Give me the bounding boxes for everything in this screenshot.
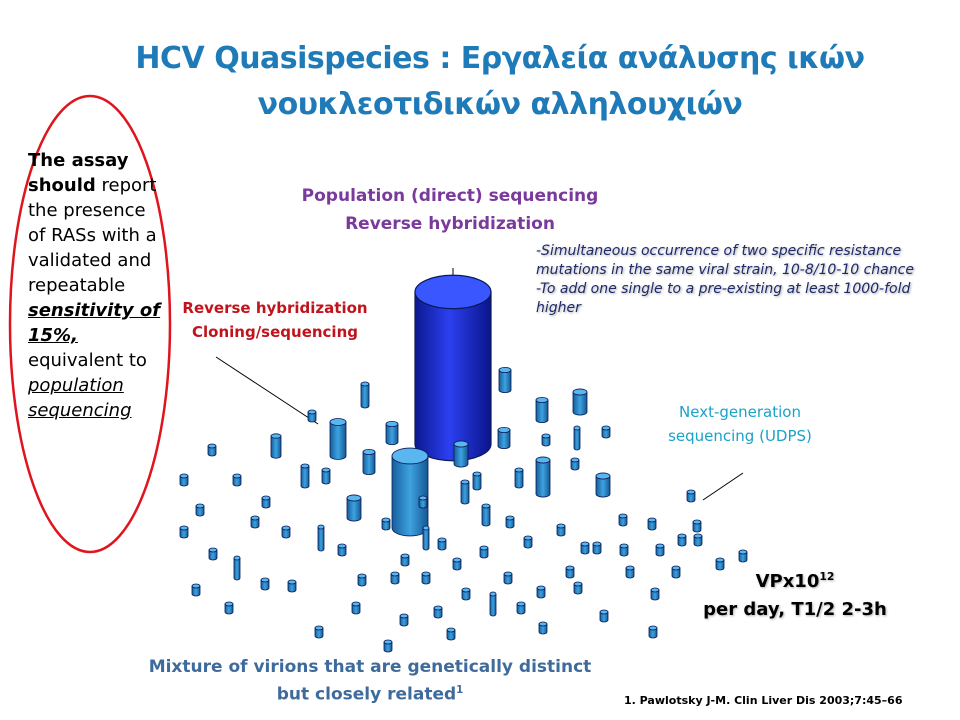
- virion-cylinder: [180, 474, 188, 486]
- virion-cylinder: [490, 592, 496, 616]
- reverse-label-line-1: Reverse hybridization: [182, 299, 368, 317]
- virion-cylinder: [515, 468, 523, 488]
- virion-cylinder: [504, 572, 512, 584]
- virion-cylinder: [251, 516, 259, 528]
- mixture-line-2: but closely related: [276, 684, 457, 705]
- reverse-hybridization-label: [165, 296, 385, 344]
- ngs-leader-line: [703, 473, 743, 500]
- virion-cylinder: [602, 426, 610, 438]
- virion-cylinder: [454, 441, 468, 467]
- virion-cylinder: [498, 427, 510, 448]
- virion-cylinder: [423, 526, 429, 550]
- virion-cylinder: [382, 518, 390, 530]
- virion-cylinder: [620, 544, 628, 556]
- virion-cylinder: [233, 474, 241, 486]
- note-2: -To add one single to a pre-existing at least 1000-fold higher: [536, 281, 911, 316]
- resistance-notes: [536, 242, 946, 318]
- virion-cylinder: [596, 473, 610, 497]
- virion-cylinder: [192, 584, 200, 596]
- virion-cylinder: [536, 397, 548, 422]
- virion-cylinder: [401, 554, 409, 566]
- large-cylinder: [415, 275, 491, 460]
- virion-cylinder: [499, 367, 511, 392]
- vp-base: VPx10: [755, 571, 820, 592]
- virion-cylinder: [434, 606, 442, 618]
- virion-cylinder: [225, 602, 233, 614]
- virion-cylinder: [649, 626, 657, 638]
- virion-cylinder: [571, 458, 579, 470]
- reverse-leader-line: [216, 357, 318, 424]
- vp-exponent: 12: [819, 570, 835, 583]
- virion-cylinder: [600, 610, 608, 622]
- virion-cylinder: [196, 504, 204, 516]
- virion-cylinder: [422, 572, 430, 584]
- note-1: -Simultaneous occurrence of two specific resistance mutations in the same viral strain, 10-8/10-10 chance: [536, 243, 914, 278]
- virion-cylinder: [338, 544, 346, 556]
- virion-cylinder: [473, 472, 481, 490]
- virion-cylinder: [352, 602, 360, 614]
- virion-cylinder: [419, 496, 427, 508]
- title-line-2: νουκλεοτιδικών αλληλουχιών: [257, 87, 743, 122]
- assay-body-1: report the presence of RASs with a validated and repeatable: [28, 175, 157, 296]
- virion-cylinder: [318, 525, 324, 551]
- virion-cylinder: [480, 546, 488, 558]
- reverse-label-line-2: Cloning/sequencing: [192, 323, 358, 341]
- title-line-1: HCV Quasispecies : Εργαλεία ανάλυσης ικών: [135, 41, 865, 76]
- vp-half-life: per day, T1/2 2-3h: [703, 599, 887, 620]
- virion-cylinder: [308, 410, 316, 422]
- virion-cylinder: [542, 434, 550, 446]
- virion-cylinder: [322, 468, 330, 484]
- mixture-line-1: Mixture of virions that are genetically distinct: [148, 657, 592, 677]
- virion-cylinder: [626, 566, 634, 578]
- virion-cylinder: [453, 558, 461, 570]
- virion-cylinder: [651, 588, 659, 600]
- virion-cylinder: [400, 614, 408, 626]
- virion-cylinder: [656, 544, 664, 556]
- virion-cylinder: [282, 526, 290, 538]
- virion-cylinder: [694, 534, 702, 546]
- assay-intro: The assay should: [28, 150, 129, 196]
- assay-population-sequencing: population sequencing: [28, 375, 132, 421]
- virion-cylinder: [209, 548, 217, 560]
- assay-requirement-text: [28, 148, 168, 423]
- virion-cylinder: [619, 514, 627, 526]
- mixture-footnote-mark: 1: [456, 685, 464, 696]
- virion-cylinder: [271, 434, 281, 458]
- virion-cylinder: [384, 640, 392, 652]
- virion-cylinder: [573, 389, 587, 415]
- virion-cylinder: [648, 518, 656, 530]
- virion-cylinder: [347, 495, 361, 521]
- assay-body-2: equivalent to: [28, 350, 147, 371]
- virion-cylinder: [363, 449, 375, 474]
- virion-cylinder: [315, 626, 323, 638]
- virion-cylinder: [261, 578, 269, 590]
- mixture-caption: [130, 655, 610, 707]
- population-label-line-1: Population (direct) sequencing: [301, 186, 599, 206]
- virion-cylinder: [557, 524, 565, 536]
- virion-cylinder: [593, 542, 601, 554]
- virion-cylinder: [574, 426, 580, 450]
- virion-cylinder: [678, 534, 686, 546]
- assay-sensitivity: sensitivity of 15%,: [28, 300, 161, 346]
- virion-cylinder: [536, 457, 550, 497]
- population-label-line-2: Reverse hybridization: [345, 214, 555, 234]
- virion-cylinder: [361, 382, 369, 408]
- virion-cylinder: [358, 574, 366, 586]
- virion-cylinder: [517, 602, 525, 614]
- virion-cylinder: [208, 444, 216, 456]
- virion-cylinder: [438, 538, 446, 550]
- virion-cylinder: [739, 550, 747, 562]
- virion-production-stats: [700, 563, 890, 624]
- virion-cylinder: [330, 418, 346, 459]
- virion-cylinder: [566, 566, 574, 578]
- virion-cylinder: [392, 448, 428, 536]
- virion-cylinder: [574, 582, 582, 594]
- virion-cylinder: [288, 580, 296, 592]
- virion-cylinder: [482, 504, 490, 526]
- virion-cylinder: [539, 622, 547, 634]
- virion-cylinder: [537, 586, 545, 598]
- virion-cylinder: [391, 572, 399, 584]
- virion-cylinder: [447, 628, 455, 640]
- virion-cylinder: [234, 556, 240, 580]
- ngs-label-line-1: Next-generation: [679, 403, 801, 421]
- virion-cylinder: [180, 526, 188, 538]
- virion-cylinder: [301, 464, 309, 488]
- ngs-label: [650, 400, 830, 448]
- virion-cylinder: [506, 516, 514, 528]
- virion-cylinder: [693, 520, 701, 532]
- population-sequencing-label: [250, 182, 650, 238]
- virion-cylinder: [262, 496, 270, 508]
- virion-cylinder: [687, 490, 695, 502]
- virion-cylinder: [524, 536, 532, 548]
- virion-cylinder: [581, 542, 589, 554]
- ngs-label-line-2: sequencing (UDPS): [668, 427, 812, 445]
- virion-cylinder: [672, 566, 680, 578]
- virion-cylinder: [461, 480, 469, 504]
- virion-cylinder: [462, 588, 470, 600]
- reference-citation: 1. Pawlotsky J-M. Clin Liver Dis 2003;7:45–66: [624, 694, 903, 707]
- virion-cylinder: [386, 421, 398, 444]
